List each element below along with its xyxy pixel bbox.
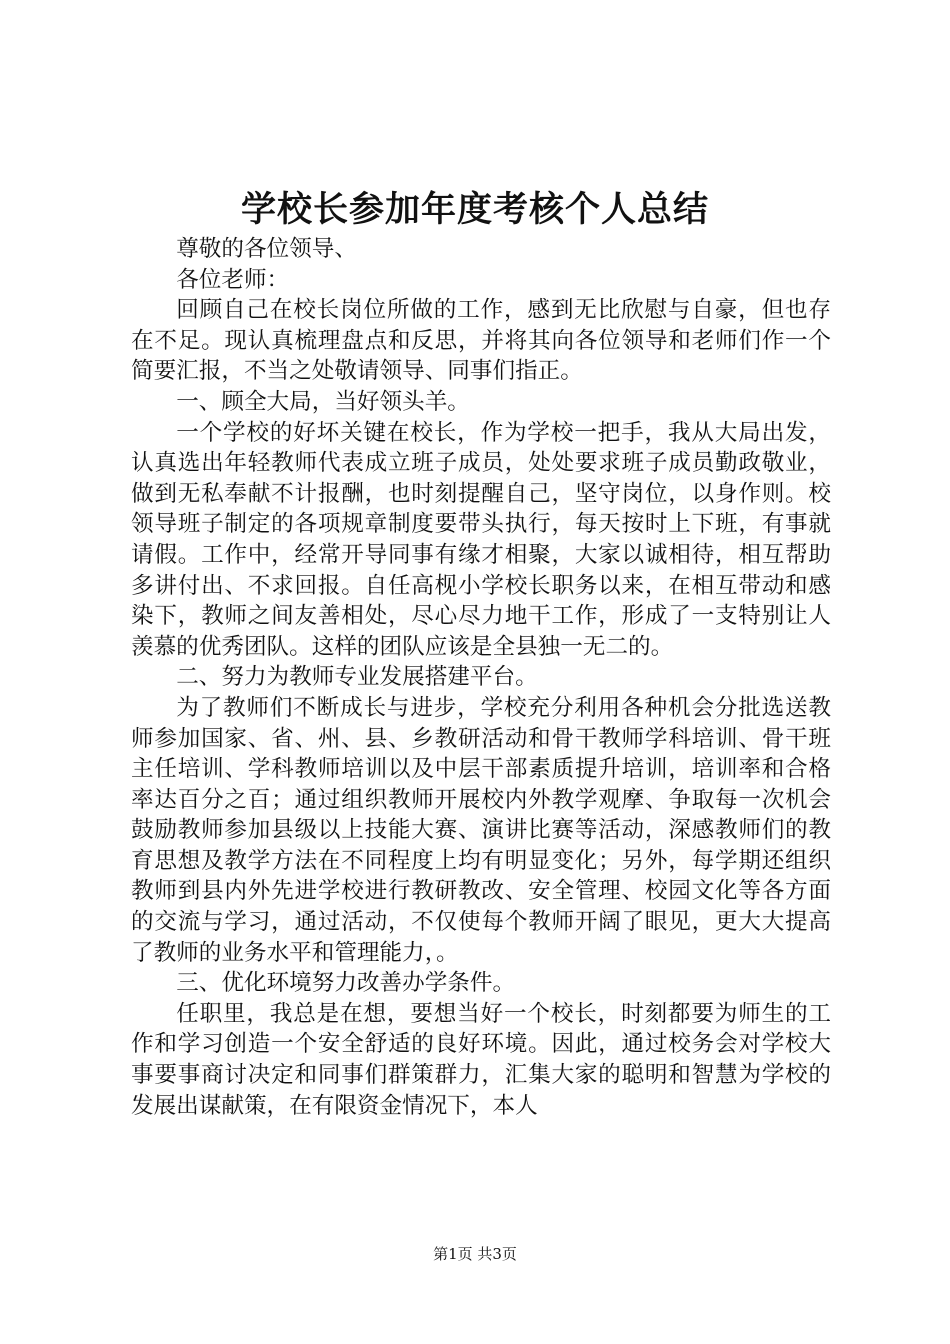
section-heading-1: 一、顾全大局，当好领头羊。: [176, 388, 470, 415]
salutation-line-1: 尊敬的各位领导、: [176, 236, 357, 262]
document-body: [131, 234, 831, 1121]
section-paragraph-1: 一个学校的好坏关键在校长，作为学校一把手，我从大局出发，认真选出年轻教师代表成立班子成员，处处要求班子成员勤政敬业，做到无私奉献不计报酬，也时刻提醒自己，坚守岗位，以身作则。校领导班子制定的各项规章制度要带头执行，每天按时上下班，有事就请假。工作中，经常开导同事有缘才相聚，大家以诚相待，相互帮助多讲付出、不求回报。自任高枧小学校长职务以来，在相互带动和感染下，教师之间友善相处，尽心尽力地干工作，形成了一支特别让人羡慕的优秀团队。这样的团队应该是全县独一无二的。: [131, 419, 831, 660]
document-title: 学校长参加年度考核个人总结: [240, 190, 709, 230]
section-paragraph-3: 任职里，我总是在想，要想当好一个校长，时刻都要为师生的工作和学习创造一个安全舒适的良好环境。因此，通过校务会对学校大事要事商讨决定和同事们群策群力，汇集大家的聪明和智慧为学校的发展出谋献策，在有限资金情况下，本人: [131, 1000, 831, 1119]
section-heading-2: 二、努力为教师专业发展搭建平台。: [176, 664, 538, 691]
section-paragraph-2: 为了教师们不断成长与进步，学校充分利用各种机会分批选送教师参加国家、省、州、县、乡教研活动和骨干教师学科培训、骨干班主任培训、学科教师培训以及中层干部素质提升培训，培训率和合格率达百分之百；通过组织教师开展校内外教学观摩、争取每一次机会鼓励教师参加县级以上技能大赛、演讲比赛等活动，深感教师们的教育思想及教学方法在不同程度上均有明显变化；另外，每学期还组织教师到县内外先进学校进行教研教改、安全管理、校园文化等各方面的交流与学习，通过活动，不仅使每个教师开阔了眼见，更大大提高了教师的业务水平和管理能力，。: [131, 694, 831, 966]
section-heading-3: 三、优化环境努力改善办学条件。: [176, 970, 516, 997]
page-number-footer: 第1页 共3页: [433, 1245, 517, 1263]
salutation-line-2: 各位老师：: [176, 266, 290, 293]
intro-paragraph: 回顾自己在校长岗位所做的工作，感到无比欣慰与自豪，但也存在不足。现认真梳理盘点和反思，并将其向各位领导和老师们作一个简要汇报，不当之处敬请领导、同事们指正。: [131, 297, 831, 385]
